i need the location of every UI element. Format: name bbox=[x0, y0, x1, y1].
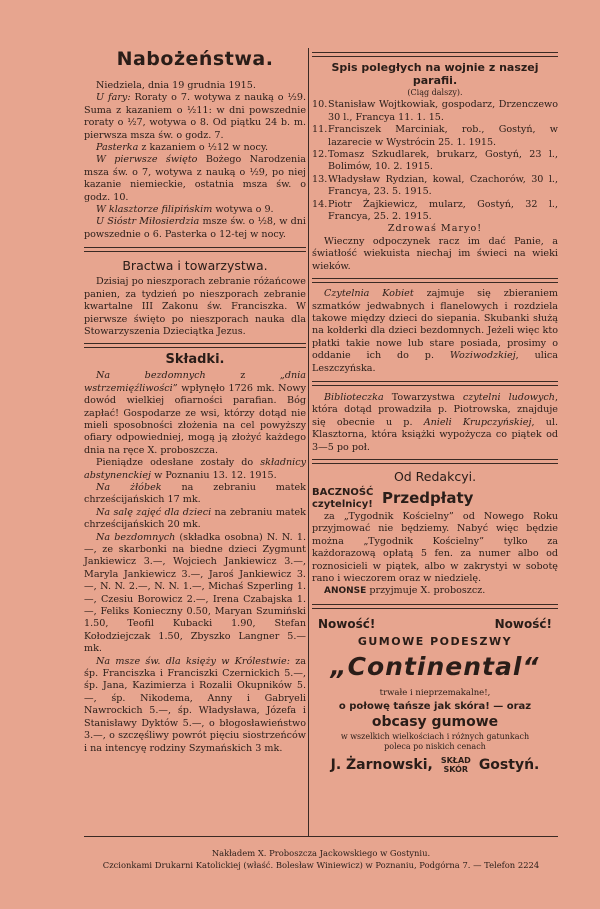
list-item: 11. Franciszek Marciniak, rob., Gostyń, w lazarecie w Wystrócin 25. 1. 1915. bbox=[312, 124, 558, 148]
polegli-cont: (Ciąg dalszy). bbox=[407, 88, 463, 97]
skladki-p6: Na msze św. dla księży w Królestwie: za śp. Franciszka i Franciszki Czernickich 5.—, śp. Jana, Kazimierza i Rozalii Okupników 5.—, śp. Nikodema, Anny i Gabryeli Nawrockich 5.—, śp. Władysława, Józefa i Stanisławy Dyktów 5.—, o błogosławieństwo 3.—, o szczęśliwy powrót pięciu siostrzeńców i na intencyę rodziny Szymańskich 3 mk. bbox=[84, 655, 306, 754]
nabozenstwa-p2: Pasterka z kazaniem o ½12 w nocy. bbox=[96, 142, 269, 154]
list-item: 14. Piotr Żajkiewicz, mularz, Gostyń, 32 l., Francya, 25. 2. 1915. bbox=[312, 198, 558, 223]
redakcja-title: Od Redakcyi. bbox=[393, 468, 477, 484]
nabozenstwa-title: Nabożeństwa. bbox=[116, 48, 274, 70]
nabozenstwa-p4: W klasztorze filipińskim wotywa o 9. bbox=[96, 204, 274, 216]
ad-line4: obcasy gumowe bbox=[371, 714, 499, 731]
ad-town: Gostyń. bbox=[478, 757, 540, 774]
skladki-p3: Na żłóbek na zebraniu matek chrześcijańskich 17 mk. bbox=[84, 481, 306, 506]
footer-rule bbox=[84, 836, 558, 837]
czytelnia-text: Czytelnia Kobiet zajmuje się zbieraniem szmatków jedwabnych i flanelowych i rozdziela takowe między dzieci do siepania. Skubanki służą na kołderki dla dzieci bezdomnych. Jeżeli więc kto płatki takie nowe lub stare posiada, prosimy o oddanie ich do p. Woziwodzkiej, ulica Leszczyńska. bbox=[312, 288, 558, 374]
skladki-p5: Na bezdomnych (składka osobna) N. N. 1.—, ze skarbonki na biedne dzieci Zygmunt Jankiewicz 3.—, Wojciech Jankiewicz 3.—, Maryla Jankiewicz 3.—, Jaroś Jankiewicz 3.—, N. N. 2.—, N. N. 1.—, Michaś Szperling 1.—, Czesiu Borowicz 2.—, Irena Czabajska 1.—, Feliks Konieczny 0.50, Maryan Szumiński 1.50, Teofil Kubacki 1.90, Stefan Kołodziejczak 1.50, Zbyszko Langner 5.— mk. bbox=[84, 531, 307, 655]
nowosc-right: Nowość! bbox=[494, 616, 552, 631]
skladki-title: Składki. bbox=[165, 352, 225, 368]
przedplaty-label: Przedpłaty bbox=[382, 488, 474, 507]
list-item: 12. Tomasz Szkudlarek, brukarz, Gostyń, 23 l., Bolimów, 10. 2. 1915. bbox=[312, 149, 558, 173]
nowosc-left: Nowość! bbox=[318, 616, 376, 631]
ad-sklad: SKŁAD SKÓR bbox=[440, 756, 471, 775]
footer-line1: Nakładem X. Proboszcza Jackowskiego w Gostyniu. bbox=[211, 848, 431, 858]
redakcja-text: za „Tygodnik Kościelny” od Nowego Roku przyjmować nie będziemy. Nabyć więc będzie można „Tygodnik Kościelny” tylko za każdorazową opłatą 5 fen. za numer albo od roznosicieli w piątek, albo w zakrystyi w sobotę rano i wieczorem oraz w niedzielę. bbox=[312, 510, 558, 584]
bractwa-text: Dzisiaj po nieszporach zebranie różańcowe panien, za tydzień po nieszporach zebranie kwartalne III Zakonu św. Franciszka. W pierwsze święto po nieszporach nauka dla Stowarzyszenia Dzieciątka Jezus. bbox=[84, 276, 306, 337]
nabozenstwa-p1: U fary: Roraty o 7. wotywa z nauką o ½9. Suma z kazaniem o ½11: w dni powszednie roraty o ½7, wotywa o 8. Od piątku 24 b. m. pierwsza msza św. o godz. 7. bbox=[84, 92, 306, 141]
nabozenstwa-p5: U Sióstr Miłosierdzia msze św. o ½8, w dni powszednie o 6. Pasterka o 12-tej w nocy. bbox=[84, 216, 306, 240]
column-divider bbox=[308, 48, 309, 836]
skladki-p1: Na bezdomnych z „dnia wstrzemięźliwości” wpłynęło 1726 mk. Nowy dowód wielkiej ofiarności parafian. Bóg zapłać! Gospodarze ze wsi, którzy dotąd nie mieli sposobności złożenia na cel powyższy ofiary odpowiedniej, mogą ją złożyć każdego dnia na ręce X. proboszcza. bbox=[84, 370, 306, 456]
ad-seller: J. Żarnowski, bbox=[330, 757, 433, 774]
anonse-line: ANONSE przyjmuje X. proboszcz. bbox=[324, 585, 486, 597]
nabozenstwa-p3: W pierwsze święto Bożego Narodzenia msza św. o 7, wotywa z nauką o ½9, po niej kazanie niemieckie, ostatnia msza św. o godz. 10. bbox=[84, 154, 306, 203]
polegli-rest: Wieczny odpoczynek racz im dać Panie, a światłość wiekuista niechaj im świeci na wieki wieków. bbox=[312, 235, 558, 272]
right-column bbox=[312, 0, 558, 774]
polegli-title: Spis poległych na wojnie z naszej parafii. bbox=[331, 61, 539, 87]
skladki-p2: Pieniądze odesłane zostały do składnicy abstynenckiej w Poznaniu 13. 12. 1915. bbox=[84, 457, 306, 481]
biblioteczka-text: Biblioteczka Towarzystwa czytelni ludowych, która dotąd prowadziła p. Piotrowska, znajduje się obecnie u p. Anieli Krupczyńskiej, ul. Klasztorna, która książki wypożycza co piątek od 3—5 po poł. bbox=[312, 391, 559, 453]
polegli-list bbox=[312, 99, 558, 223]
ad-line5: w wszelkich wielkościach i różnych gatunkach bbox=[340, 732, 530, 742]
ad-brand: „Continental“ bbox=[330, 651, 540, 681]
footer bbox=[84, 848, 558, 871]
left-column bbox=[84, 0, 306, 755]
skladki-p4: Na salę zajęć dla dzieci na zebraniu matek chrześcijańskich 20 mk. bbox=[84, 506, 306, 531]
bractwa-title: Bractwa i towarzystwa. bbox=[122, 258, 268, 274]
nabozenstwa-date: Niedziela, dnia 19 grudnia 1915. bbox=[96, 80, 256, 91]
advertisement bbox=[312, 617, 558, 774]
redakcja-notice bbox=[312, 487, 558, 511]
ad-line1: GUMOWE PODESZWY bbox=[357, 634, 513, 648]
bacznosc-label: BACZNOŚĆ czytelnicy! bbox=[312, 486, 374, 510]
list-item: 13. Władysław Rydzian, kowal, Czachorów, 30 l., Francya, 23. 5. 1915. bbox=[312, 173, 558, 198]
ad-line2: trwałe i nieprzemakalne!, bbox=[379, 687, 491, 698]
polegli-prayer: Zdrowaś Maryo! bbox=[387, 223, 483, 235]
ad-line3: o połowę tańsze jak skóra! — oraz bbox=[338, 701, 532, 713]
ad-line6: poleca po niskich cenach bbox=[384, 742, 486, 752]
footer-line2: Czcionkami Drukarni Katolickiej (właść. Bolesław Winiewicz) w Poznaniu, Podgórna 7. — Telefon 2224 bbox=[102, 859, 540, 870]
list-item: 10. Stanisław Wojtkowiak, gospodarz, Drzenczewo 30 l., Francya 11. 1. 15. bbox=[312, 99, 558, 123]
